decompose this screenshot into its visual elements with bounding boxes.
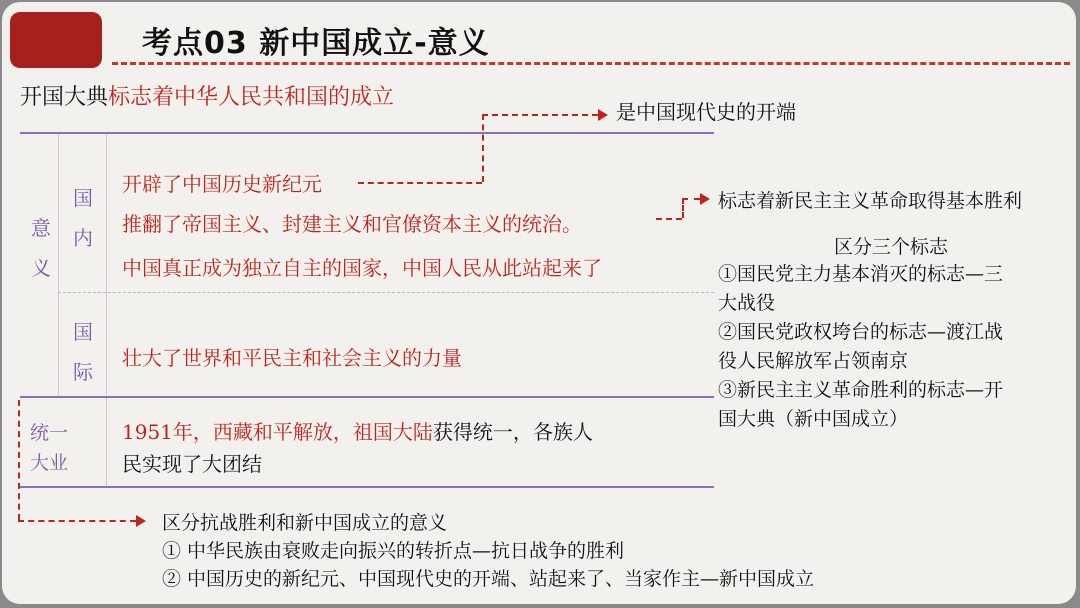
title-divider bbox=[112, 62, 1070, 65]
international-item: 壮大了世界和平民主和社会主义的力量 bbox=[122, 346, 462, 370]
connector-victory-2 bbox=[682, 198, 684, 218]
table-mid-divider bbox=[58, 292, 714, 293]
international-label: 国 际 bbox=[73, 320, 93, 384]
unification-label: 统一 大业 bbox=[30, 422, 69, 474]
domestic-item-1: 开辟了中国历史新纪元 bbox=[122, 172, 322, 196]
slide bbox=[2, 2, 1076, 604]
table-col-divider-1 bbox=[58, 134, 59, 396]
arrow-icon bbox=[136, 515, 146, 527]
connector-modern-horizontal bbox=[482, 114, 598, 116]
arrow-icon bbox=[700, 193, 710, 205]
bottom-heading: 区分抗战胜利和新中国成立的意义 bbox=[162, 512, 448, 534]
domestic-item-2: 推翻了帝国主义、封建主义和官僚资本主义的统治。 bbox=[122, 212, 582, 236]
connector-victory-1 bbox=[656, 218, 682, 220]
intro-highlight: 标志着中华人民共和国的成立 bbox=[108, 85, 395, 110]
bottom-item-2: ② 中国历史的新纪元、中国现代史的开端、站起来了、当家作主—新中国成立 bbox=[162, 568, 815, 590]
domestic-label: 国 内 bbox=[73, 186, 93, 250]
table-top-border bbox=[20, 132, 714, 134]
arrow-icon bbox=[598, 109, 608, 121]
table-bottom-border bbox=[20, 486, 714, 488]
victory-note: 标志着新民主主义革命取得基本胜利 bbox=[718, 190, 1023, 212]
table-col-divider-2 bbox=[106, 134, 107, 486]
title-accent-bar bbox=[10, 12, 102, 68]
side-list: ①国民党主力基本消灭的标志—三 大战役 ②国民党政权垮台的标志—渡江战 役人民解放军占领南京 ③新民主主义革命胜利的标志—开 国大典（新中国成立） bbox=[718, 263, 1004, 430]
connector-bottom-vertical bbox=[18, 400, 20, 520]
connector-item1 bbox=[358, 182, 482, 184]
table-section-border bbox=[20, 396, 714, 398]
connector-modern-vertical bbox=[482, 114, 484, 182]
connector-bottom-horizontal bbox=[18, 520, 136, 522]
domestic-item-3: 中国真正成为独立自主的国家，中国人民从此站起来了 bbox=[122, 256, 602, 280]
bottom-item-1: ① 中华民族由衰败走向振兴的转折点—抗日战争的胜利 bbox=[162, 540, 625, 562]
unification-text: 1951年，西藏和平解放，祖国大陆获得统一，各族人 民实现了大团结 bbox=[122, 420, 593, 476]
intro-line bbox=[20, 80, 394, 111]
modern-history-note: 是中国现代史的开端 bbox=[616, 100, 796, 124]
page-title: 考点03 新中国成立-意义 bbox=[142, 26, 490, 61]
significance-label: 意 义 bbox=[31, 216, 51, 280]
side-heading: 区分三个标志 bbox=[834, 236, 949, 258]
intro-prefix: 开国大典 bbox=[20, 85, 109, 110]
connector-victory-3 bbox=[682, 198, 700, 200]
